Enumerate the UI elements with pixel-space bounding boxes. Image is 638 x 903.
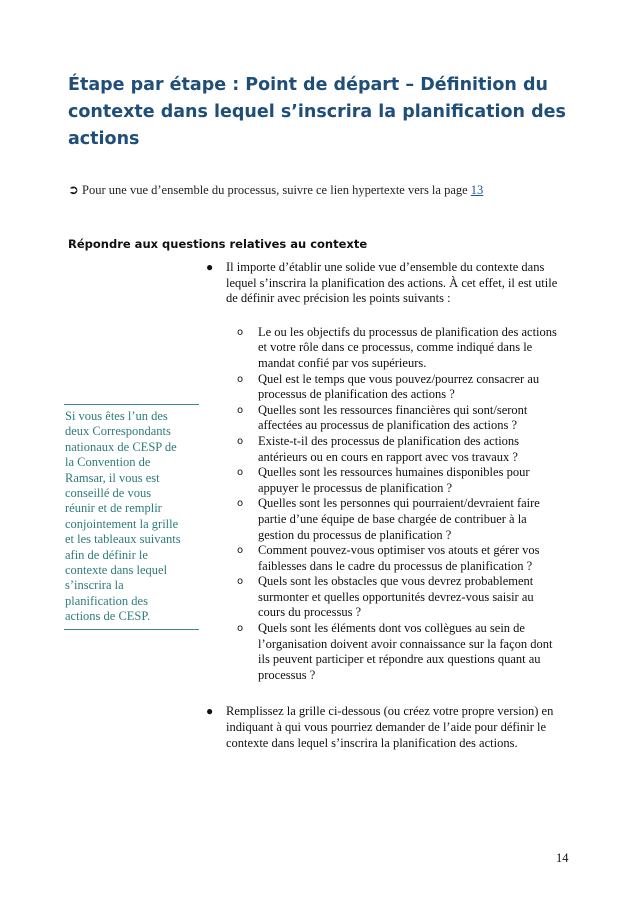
sub-list-item: [237, 434, 585, 465]
overview-text: Pour une vue d’ensemble du processus, suivre ce lien hypertexte vers la page: [82, 183, 468, 197]
sub-list: [205, 325, 585, 684]
sub-list-line: Quel est le temps que vous pouvez/pourrez consacrer au: [258, 371, 540, 386]
side-note-line: réunir et de remplir: [65, 501, 162, 516]
sub-list-line: processus de planification des actions ?: [258, 387, 455, 402]
side-note-box: [64, 404, 199, 630]
sub-list-line: Quelles sont les ressources financières qui sont/seront: [258, 402, 528, 417]
right-arrow-icon: ➲: [68, 183, 79, 198]
sub-list-line: et votre rôle dans ce processus, comme indiqué dans le: [258, 340, 533, 355]
bullet-dot-icon: ●: [206, 704, 214, 719]
side-note-line: s’inscrira la: [65, 578, 124, 593]
hollow-bullet-icon: o: [237, 623, 244, 635]
sub-list-line: ils peuvent participer et répondre aux questions quant au: [258, 652, 541, 667]
bullet-item: [205, 704, 585, 751]
title-line: actions: [68, 129, 140, 149]
bullet-line: de définir avec précision les points suivants :: [226, 291, 451, 306]
sub-list-line: faiblesses dans le cadre du processus de planification ?: [258, 558, 533, 573]
hollow-bullet-icon: o: [237, 326, 244, 338]
side-note-line: Si vous êtes l’un des: [65, 409, 168, 423]
side-note-line: conseillé de vous: [65, 486, 152, 501]
sub-list-item: [237, 372, 585, 403]
sub-list-line: Le ou les objectifs du processus de planification des actions: [258, 324, 557, 339]
page-link[interactable]: 13: [470, 183, 484, 197]
sub-list-item: [237, 325, 585, 372]
title-line: contexte dans lequel s’inscrira la planification des: [68, 102, 566, 122]
sub-list-item: [237, 403, 585, 434]
sub-list-line: Existe-t-il des processus de planification des actions: [258, 433, 520, 448]
hollow-bullet-icon: o: [237, 435, 244, 447]
hollow-bullet-icon: o: [237, 545, 244, 557]
sub-list-item: [237, 465, 585, 496]
bullet-line: contexte dans lequel s’inscrira la planification des actions.: [226, 735, 518, 750]
sub-list-line: Quels sont les éléments dont vos collègues au sein de: [258, 621, 525, 636]
main-content: [205, 260, 585, 751]
sub-list-line: mandat confié par vos supérieurs.: [258, 355, 427, 370]
side-note-line: contexte dans lequel: [65, 563, 168, 578]
hollow-bullet-icon: o: [237, 498, 244, 510]
sub-list-line: l’organisation doivent avoir connaissance sur la façon dont: [258, 636, 553, 651]
page-title: [68, 72, 588, 153]
bullet-line: Remplissez la grille ci-dessous (ou créez votre propre version) en: [226, 704, 554, 719]
page-number: 14: [556, 851, 569, 865]
side-note-line: conjointement la grille: [65, 516, 179, 531]
sub-list-line: Quels sont les obstacles que vous devrez probablement: [258, 574, 534, 589]
sub-list-item: [237, 543, 585, 574]
sub-list-line: cours du processus ?: [258, 605, 362, 620]
sub-list-line: appuyer le processus de planification ?: [258, 480, 453, 495]
sub-list-line: partie d’une équipe de base chargée de contribuer à la: [258, 511, 527, 526]
sub-list-item: [237, 496, 585, 543]
side-note-line: la Convention de: [65, 455, 151, 470]
bullet-item: [205, 260, 585, 307]
side-note-line: nationaux de CESP de: [65, 439, 177, 454]
side-note-line: Ramsar, il vous est: [65, 470, 160, 485]
bullet-line: lequel s’inscrira la planification des actions. À cet effet, il est utile: [226, 275, 558, 290]
sub-list-item: [237, 574, 585, 621]
sub-list-line: antérieurs ou en cours en rapport avec vos travaux ?: [258, 449, 518, 464]
bullet-line: Il importe d’établir une solide vue d’ensemble du contexte dans: [226, 260, 545, 274]
sub-list-item: [237, 621, 585, 683]
sub-list-line: Quelles sont les ressources humaines disponibles pour: [258, 465, 530, 480]
sub-list-line: processus ?: [258, 667, 316, 682]
side-note-line: deux Correspondants: [65, 424, 171, 439]
hollow-bullet-icon: o: [237, 467, 244, 479]
side-note-line: planification des: [65, 593, 148, 608]
bullet-dot-icon: ●: [206, 260, 214, 274]
side-note-line: actions de CESP.: [65, 609, 151, 624]
side-note-line: et les tableaux suivants: [65, 532, 181, 547]
hollow-bullet-icon: o: [237, 576, 244, 588]
hollow-bullet-icon: o: [237, 404, 244, 416]
hollow-bullet-icon: o: [237, 373, 244, 385]
title-line: Étape par étape : Point de départ – Définition du: [68, 75, 548, 95]
sub-list-line: gestion du processus de planification ?: [258, 527, 452, 542]
section-heading: Répondre aux questions relatives au contexte: [68, 237, 368, 251]
bullet-line: indiquant à qui vous pourriez demander de l’aide pour définir le: [226, 720, 547, 735]
side-note-line: afin de définir le: [65, 547, 148, 562]
sub-list-line: Comment pouvez-vous optimiser vos atouts et gérer vos: [258, 543, 540, 558]
overview-link-line: [68, 183, 608, 198]
sub-list-line: surmonter et quelles opportunités devrez-vous saisir au: [258, 589, 534, 604]
sub-list-line: affectées au processus de planification des actions ?: [258, 418, 518, 433]
sub-list-line: Quelles sont les personnes qui pourraient/devraient faire: [258, 496, 540, 511]
